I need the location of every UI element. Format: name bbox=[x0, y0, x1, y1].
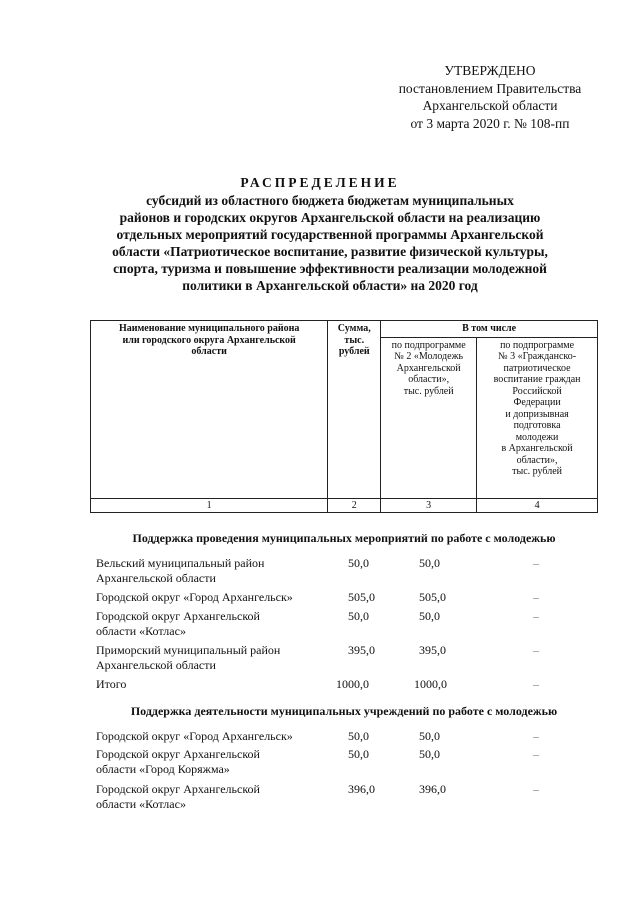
subprogram-3-cell: – bbox=[533, 782, 539, 796]
column-number: 3 bbox=[381, 498, 477, 513]
column-number: 4 bbox=[477, 498, 598, 513]
subprogram-2-cell: 50,0 bbox=[419, 556, 440, 570]
approval-line: УТВЕРЖДЕНО bbox=[444, 63, 536, 78]
section-title: Поддержка деятельности муниципальных учреждений по работе с молодежью bbox=[130, 704, 558, 718]
column-number: 2 bbox=[328, 498, 381, 513]
sum-cell: 50,0 bbox=[348, 556, 369, 570]
subprogram-3-cell: – bbox=[533, 643, 539, 657]
sum-cell: 396,0 bbox=[348, 782, 375, 796]
subprogram-3-cell: – bbox=[533, 677, 539, 691]
subprogram-3-cell: – bbox=[533, 729, 539, 743]
header-subprogram-3: по подпрограмме № 3 «Гражданско- патриотическое воспитание граждан Российской Федерации и допризывная подготовка молодежи в Архангельской области», тыс. рублей bbox=[477, 337, 598, 498]
header-municipality: Наименование муниципального района или городского округа Архангельской области bbox=[91, 321, 328, 499]
header-including: В том числе bbox=[381, 321, 598, 338]
sum-cell: 50,0 bbox=[348, 729, 369, 743]
subprogram-3-cell: – bbox=[533, 556, 539, 570]
header-subprogram-2: по подпрограмме № 2 «Молодежь Архангельской области», тыс. рублей bbox=[381, 337, 477, 498]
section-title: Поддержка проведения муниципальных мероприятий по работе с молодежью bbox=[132, 531, 556, 545]
subtitle-line: субсидий из областного бюджета бюджетам муниципальных bbox=[146, 193, 514, 208]
approval-line: от 3 марта 2020 г. № 108-пп bbox=[410, 115, 570, 131]
subprogram-3-cell: – bbox=[533, 590, 539, 604]
subprogram-3-cell: – bbox=[533, 747, 539, 761]
approval-line: постановлением Правительства bbox=[398, 80, 582, 96]
subprogram-2-cell: 50,0 bbox=[419, 747, 440, 761]
approval-block bbox=[375, 62, 605, 132]
sum-cell: 50,0 bbox=[348, 747, 369, 761]
subtitle-line: спорта, туризма и повышение эффективности реализации молодежной bbox=[113, 261, 547, 276]
subtitle-line: отдельных мероприятий государственной программы Архангельской bbox=[116, 227, 544, 242]
document-title: РАСПРЕДЕЛЕНИЕ bbox=[240, 175, 400, 190]
sum-cell: 50,0 bbox=[348, 609, 369, 623]
subprogram-2-cell: 395,0 bbox=[419, 643, 446, 657]
sum-cell: 1000,0 bbox=[336, 677, 369, 691]
subtitle-line: районов и городских округов Архангельской области на реализацию bbox=[119, 210, 541, 225]
sum-cell: 395,0 bbox=[348, 643, 375, 657]
subtitle-line: области «Патриотическое воспитание, развитие физической культуры, bbox=[112, 244, 548, 259]
sum-cell: 505,0 bbox=[348, 590, 375, 604]
approval-line: Архангельской области bbox=[422, 98, 558, 113]
subprogram-2-cell: 505,0 bbox=[419, 590, 446, 604]
table-header bbox=[90, 320, 598, 513]
subprogram-2-cell: 396,0 bbox=[419, 782, 446, 796]
column-number: 1 bbox=[91, 498, 328, 513]
subprogram-2-cell: 50,0 bbox=[419, 729, 440, 743]
subprogram-2-cell: 50,0 bbox=[419, 609, 440, 623]
header-sum: Сумма, тыс. рублей bbox=[328, 321, 381, 499]
document-subtitle bbox=[80, 192, 580, 294]
subtitle-line: политики в Архангельской области» на 2020 год bbox=[182, 278, 478, 293]
subprogram-2-cell: 1000,0 bbox=[414, 677, 447, 691]
subprogram-3-cell: – bbox=[533, 609, 539, 623]
